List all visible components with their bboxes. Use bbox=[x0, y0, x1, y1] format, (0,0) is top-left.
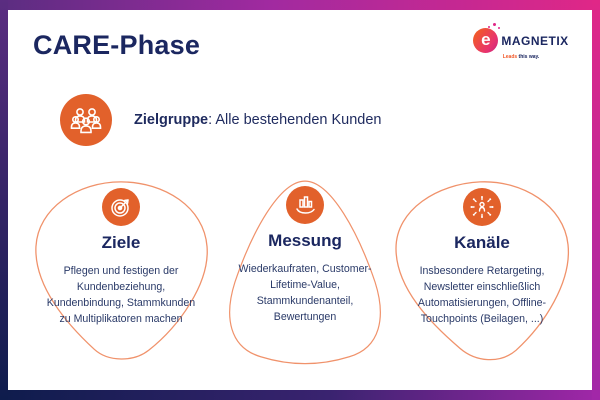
card-title: Kanäle bbox=[454, 233, 510, 252]
card-title: Messung bbox=[268, 231, 342, 250]
zielgruppe-row bbox=[60, 94, 381, 146]
target-icon bbox=[102, 188, 140, 226]
card-messung bbox=[222, 176, 388, 370]
card-kanaele bbox=[392, 178, 572, 364]
logo-tagline: Leads this way. bbox=[502, 54, 540, 60]
emagnetix-logo bbox=[466, 28, 576, 60]
hand-chart-icon bbox=[286, 186, 324, 224]
page-title: CARE-Phase bbox=[33, 30, 201, 60]
frame-top-border bbox=[0, 0, 600, 10]
card-body: Pflegen und festigen der Kundenbeziehung, Kundenbindung, Stammkunden zu Multiplikatoren machen bbox=[46, 265, 196, 325]
network-icon bbox=[463, 188, 501, 226]
frame-left-border bbox=[0, 0, 8, 400]
people-group-icon bbox=[60, 94, 112, 146]
zielgruppe-text: Zielgruppe: Alle bestehenden Kunden bbox=[134, 112, 382, 128]
frame-right-border bbox=[592, 0, 600, 400]
sparkles-icon bbox=[488, 23, 502, 33]
card-ziele bbox=[32, 178, 210, 364]
card-body: Insbesondere Retargeting, Newsletter einschließlich Automatisierungen, Offline-Touchpoints (Beilagen, ...) bbox=[417, 265, 547, 325]
logo-brand-text: MAGNETIX bbox=[501, 33, 569, 48]
card-title: Ziele bbox=[101, 233, 141, 252]
card-body: Wiederkaufraten, Customer-Lifetime-Value, Stammkundenanteil, Bewertungen bbox=[238, 263, 372, 323]
logo-e-icon: e bbox=[473, 28, 498, 53]
frame-bottom-border bbox=[0, 390, 600, 400]
